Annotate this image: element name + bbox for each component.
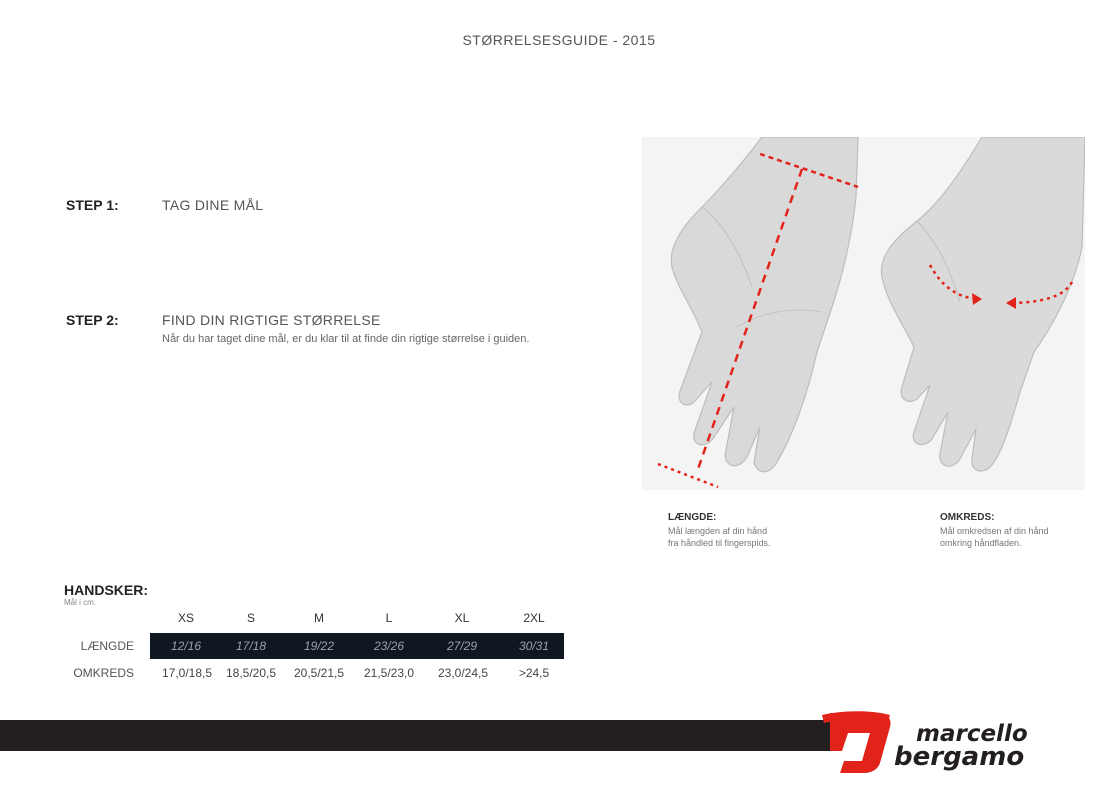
page-title: STØRRELSESGUIDE - 2015 [462, 32, 656, 48]
step-2-label: STEP 2: [66, 312, 119, 328]
circumference-value-2xl: >24,5 [518, 666, 550, 680]
length-caption-title: LÆNGDE: [668, 512, 717, 523]
brand-logo [818, 705, 1078, 775]
circumference-caption-line-1: Mål omkredsen af din hånd [940, 526, 1049, 536]
length-value-l: 23/26 [373, 639, 405, 653]
circumference-value-l: 21,5/23,0 [363, 666, 415, 680]
size-header-xl: XL [454, 611, 470, 625]
length-value-xl: 27/29 [446, 639, 478, 653]
length-value-2xl: 30/31 [518, 639, 550, 653]
length-caption-line-1: Mål længden af din hånd [668, 526, 768, 536]
length-caption-line-2: fra håndled til fingerspids. [668, 538, 771, 548]
circumference-value-xs: 17,0/18,5 [161, 666, 213, 680]
size-header-l: L [385, 611, 393, 625]
circumference-value-m: 20,5/21,5 [293, 666, 345, 680]
length-row-label: LÆNGDE [80, 639, 134, 653]
step-1-label: STEP 1: [66, 197, 119, 213]
step-1-title: TAG DINE MÅL [162, 197, 264, 213]
footer-bar [0, 720, 840, 751]
length-caption [668, 512, 771, 549]
size-header-xs: XS [177, 611, 194, 625]
size-table-title: HANDSKER: [64, 582, 148, 598]
circumference-value-s: 18,5/20,5 [225, 666, 277, 680]
size-table-unit: Mål i cm. [64, 598, 96, 607]
circumference-caption-line-2: omkring håndfladen. [940, 538, 1022, 548]
brand-logo-line-1: marcello [916, 721, 1028, 747]
step-2-description: Når du har taget dine mål, er du klar til at finde din rigtige størrelse i guiden. [162, 333, 530, 345]
circumference-caption-title: OMKREDS: [940, 512, 995, 523]
length-value-xs: 12/16 [170, 639, 202, 653]
size-header-2xl: 2XL [523, 611, 545, 625]
hand-measurement-illustration [642, 137, 1085, 490]
step-2-title: FIND DIN RIGTIGE STØRRELSE [162, 312, 381, 328]
size-header-m: M [314, 611, 324, 625]
circumference-value-xl: 23,0/24,5 [437, 666, 489, 680]
length-value-m: 19/22 [303, 639, 335, 653]
circumference-caption [940, 512, 1049, 549]
size-header-s: S [246, 611, 255, 625]
length-value-s: 17/18 [235, 639, 267, 653]
brand-logo-mark [822, 711, 891, 773]
brand-logo-line-2: bergamo [894, 742, 1025, 772]
circumference-row-label: OMKREDS [73, 666, 134, 680]
